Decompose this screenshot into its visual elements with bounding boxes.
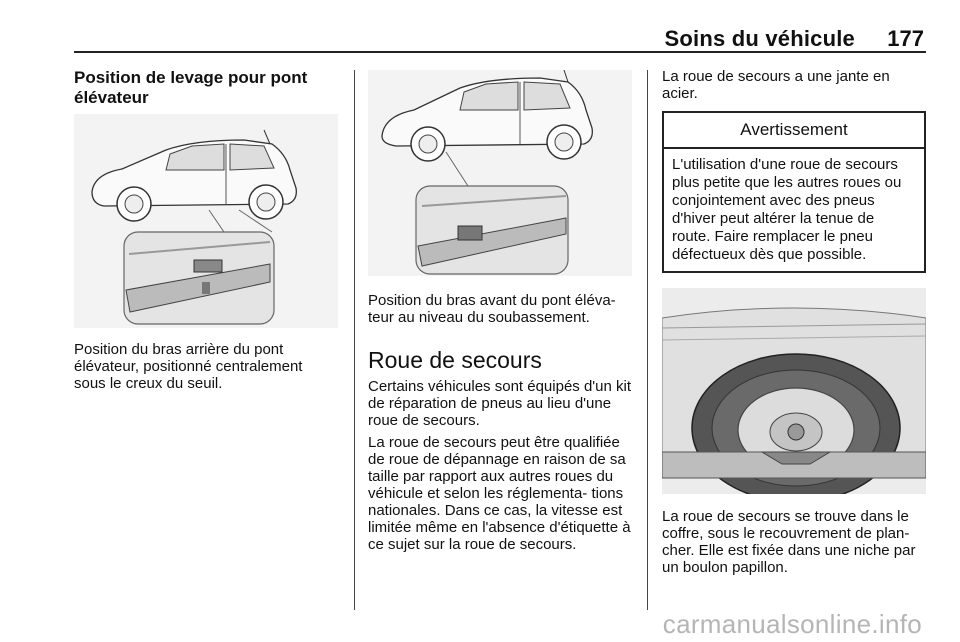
column-divider-1 — [354, 70, 355, 610]
caption-front-lift-arm: Position du bras avant du pont éléva- teur au niveau du soubassement. — [368, 292, 616, 326]
warning-box — [662, 111, 926, 273]
heading-spare-wheel: Roue de secours — [368, 347, 542, 373]
front-lift-arm-illustration — [368, 70, 632, 276]
spare-wheel-trunk-illustration — [662, 288, 926, 494]
car-side-illustration-rear — [74, 114, 338, 328]
paragraph-emergency-wheel: La roue de secours peut être qualifiée de roue de dépannage en raison de sa taille par rapport aux autres roues du véhicule et selon les réglementa- tions nationales. Dans ce cas, la vitesse est limitée même en l'absence d'étiquette à ce sujet sur la roue de secours. — [368, 434, 631, 553]
page-header-title: Soins du véhicule — [664, 26, 855, 51]
car-side-illustration-front — [368, 70, 632, 276]
caption-rear-lift-arm: Position du bras arrière du pont élévateur, positionné centralement sous le creux du seuil. — [74, 341, 303, 392]
paragraph-steel-rim: La roue de secours a une jante en acier. — [662, 68, 890, 102]
paragraph-spare-location: La roue de secours se trouve dans le coffre, sous le recouvrement de plan- cher. Elle est fixée dans une niche par un boulon papillon. — [662, 508, 916, 576]
spare-wheel-in-trunk — [662, 288, 926, 494]
column-divider-2 — [647, 70, 648, 610]
warning-text: L'utilisation d'une roue de secours plus petite que les autres roues ou conjointement avec des pneus d'hiver peut altérer la tenue de route. Faire remplacer le pneu défectueux dès que possible. — [672, 156, 902, 263]
section-title-lift-position: Position de levage pour pont élévateur — [74, 68, 308, 107]
page-number: 177 — [887, 26, 924, 51]
header-rule — [74, 51, 926, 53]
watermark: carmanualsonline.info — [662, 609, 922, 639]
paragraph-repair-kit: Certains véhicules sont équipés d'un kit de réparation de pneus au lieu d'une roue de secours. — [368, 378, 632, 429]
rear-lift-arm-illustration — [74, 114, 338, 328]
warning-title: Avertissement — [664, 113, 924, 149]
